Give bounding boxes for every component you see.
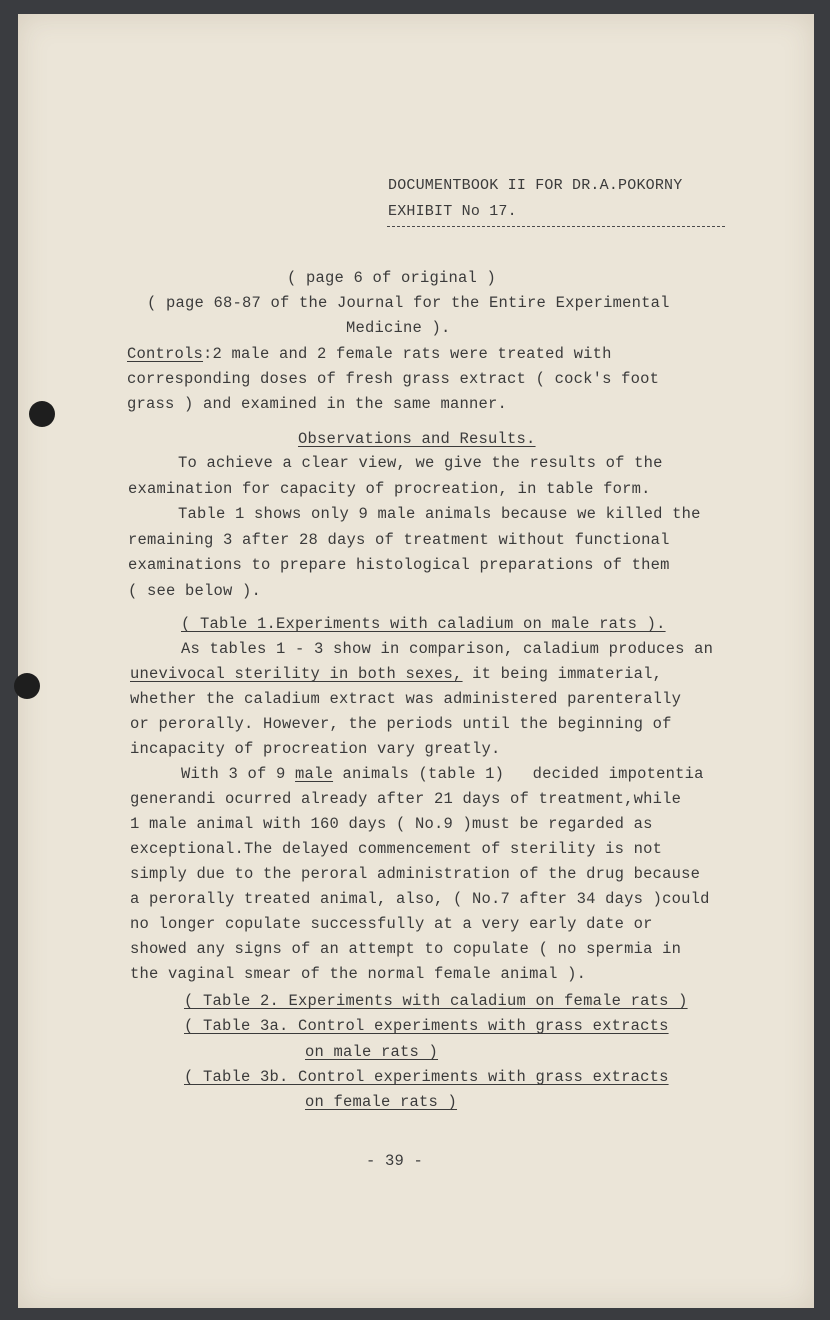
controls-line-3: grass ) and examined in the same manner. xyxy=(127,395,508,413)
table3a-caption-line-1: ( Table 3a. Control experiments with grass extracts xyxy=(184,1017,669,1035)
para4-line: no longer copulate successfully at a very early date or xyxy=(130,915,653,933)
punch-hole xyxy=(14,673,40,699)
para3-line-2: unevivocal sterility in both sexes, it being immaterial, xyxy=(130,665,663,683)
para1-line: To achieve a clear view, we give the results of the xyxy=(178,454,663,472)
controls-line-2: corresponding doses of fresh grass extract ( cock's foot xyxy=(127,370,660,388)
table3b-caption-line-1: ( Table 3b. Control experiments with grass extracts xyxy=(184,1068,669,1086)
punch-hole xyxy=(29,401,55,427)
page-number: - 39 - xyxy=(366,1152,424,1170)
controls-line-1: Controls:2 male and 2 female rats were treated with xyxy=(127,345,612,363)
para4-line: exceptional.The delayed commencement of sterility is not xyxy=(130,840,663,858)
para2-line: Table 1 shows only 9 male animals because we killed the xyxy=(178,505,701,523)
para3-line-4: or perorally. However, the periods until the beginning of xyxy=(130,715,672,733)
table2-caption: ( Table 2. Experiments with caladium on female rats ) xyxy=(184,992,688,1010)
table3a-caption-line-2: on male rats ) xyxy=(305,1043,439,1061)
para4-line: a perorally treated animal, also, ( No.7 after 34 days )could xyxy=(130,890,710,908)
source-line-1: ( page 6 of original ) xyxy=(287,269,497,287)
para1-line: examination for capacity of procreation, in table form. xyxy=(128,480,651,498)
controls-label: Controls xyxy=(127,345,204,363)
para4-line: simply due to the peroral administration of the drug because xyxy=(130,865,701,883)
para3-line-1: As tables 1 - 3 show in comparison, caladium produces an xyxy=(181,640,714,658)
source-line-2: ( page 68-87 of the Journal for the Entire Experimental xyxy=(147,294,670,312)
header-line-1: DOCUMENTBOOK II FOR DR.A.POKORNY xyxy=(388,177,683,194)
para2-line: ( see below ). xyxy=(128,582,262,600)
para2-line: remaining 3 after 28 days of treatment without functional xyxy=(128,531,670,549)
observations-heading: Observations and Results. xyxy=(298,430,536,448)
source-line-3: Medicine ). xyxy=(346,319,451,337)
table3b-caption-line-2: on female rats ) xyxy=(305,1093,458,1111)
para3-line-3: whether the caladium extract was administered parenterally xyxy=(130,690,682,708)
para4-line: generandi ocurred already after 21 days of treatment,while xyxy=(130,790,682,808)
table1-caption: ( Table 1.Experiments with caladium on male rats ). xyxy=(181,615,666,633)
header-line-2: EXHIBIT No 17. xyxy=(388,203,517,220)
header-rule xyxy=(387,226,725,227)
para4-line-1: With 3 of 9 male animals (table 1) decided impotentia xyxy=(181,765,704,783)
para3-line-5: incapacity of procreation vary greatly. xyxy=(130,740,501,758)
para2-line: examinations to prepare histological preparations of them xyxy=(128,556,670,574)
para4-line: 1 male animal with 160 days ( No.9 )must be regarded as xyxy=(130,815,653,833)
para4-line: the vaginal smear of the normal female animal ). xyxy=(130,965,587,983)
para4-line: showed any signs of an attempt to copulate ( no spermia in xyxy=(130,940,682,958)
